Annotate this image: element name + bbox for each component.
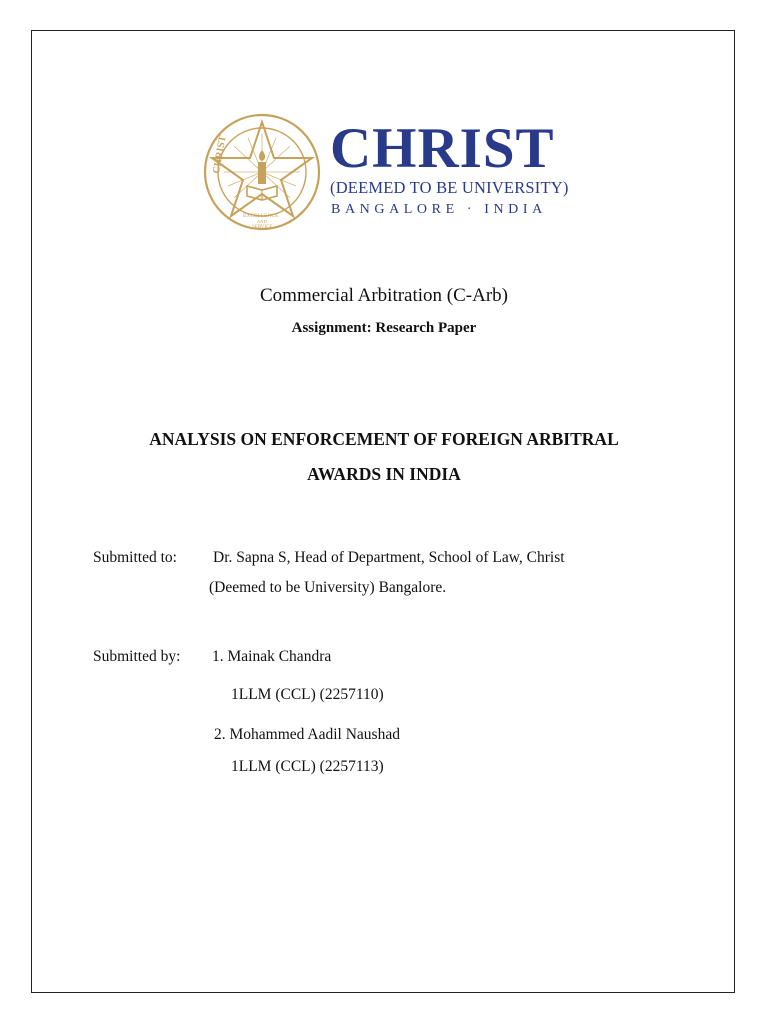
svg-text:CHRIST: CHRIST xyxy=(211,134,229,175)
university-location: BANGALORE · INDIA xyxy=(331,202,547,217)
student-name: 1. Mainak Chandra xyxy=(212,648,332,665)
svg-text:SERVICE: SERVICE xyxy=(252,225,273,230)
university-wordmark: CHRIST xyxy=(330,117,555,180)
submitted-by-label: Submitted by: xyxy=(93,648,181,665)
submitted-to-line-1: Dr. Sapna S, Head of Department, School of Law, Christ xyxy=(213,549,565,566)
assignment-type: Assignment: Research Paper xyxy=(291,320,477,336)
paper-title-line-1: ANALYSIS ON ENFORCEMENT OF FOREIGN ARBITRAL xyxy=(149,429,619,449)
paper-title-line-2: AWARDS IN INDIA xyxy=(307,464,461,484)
student-name: 2. Mohammed Aadil Naushad xyxy=(214,726,400,743)
svg-text:EXCELLENCE: EXCELLENCE xyxy=(243,213,279,219)
course-title: Commercial Arbitration (C-Arb) xyxy=(260,285,508,306)
submitted-to-label: Submitted to: xyxy=(93,549,177,566)
submitted-to-line-2: (Deemed to be University) Bangalore. xyxy=(209,579,447,596)
university-seal xyxy=(199,112,325,232)
student-id: 1LLM (CCL) (2257113) xyxy=(231,758,384,775)
svg-text:AND: AND xyxy=(257,219,267,224)
paper-title xyxy=(60,422,708,492)
university-tagline: (DEEMED TO BE UNIVERSITY) xyxy=(330,178,569,197)
student-id: 1LLM (CCL) (2257110) xyxy=(231,686,384,703)
